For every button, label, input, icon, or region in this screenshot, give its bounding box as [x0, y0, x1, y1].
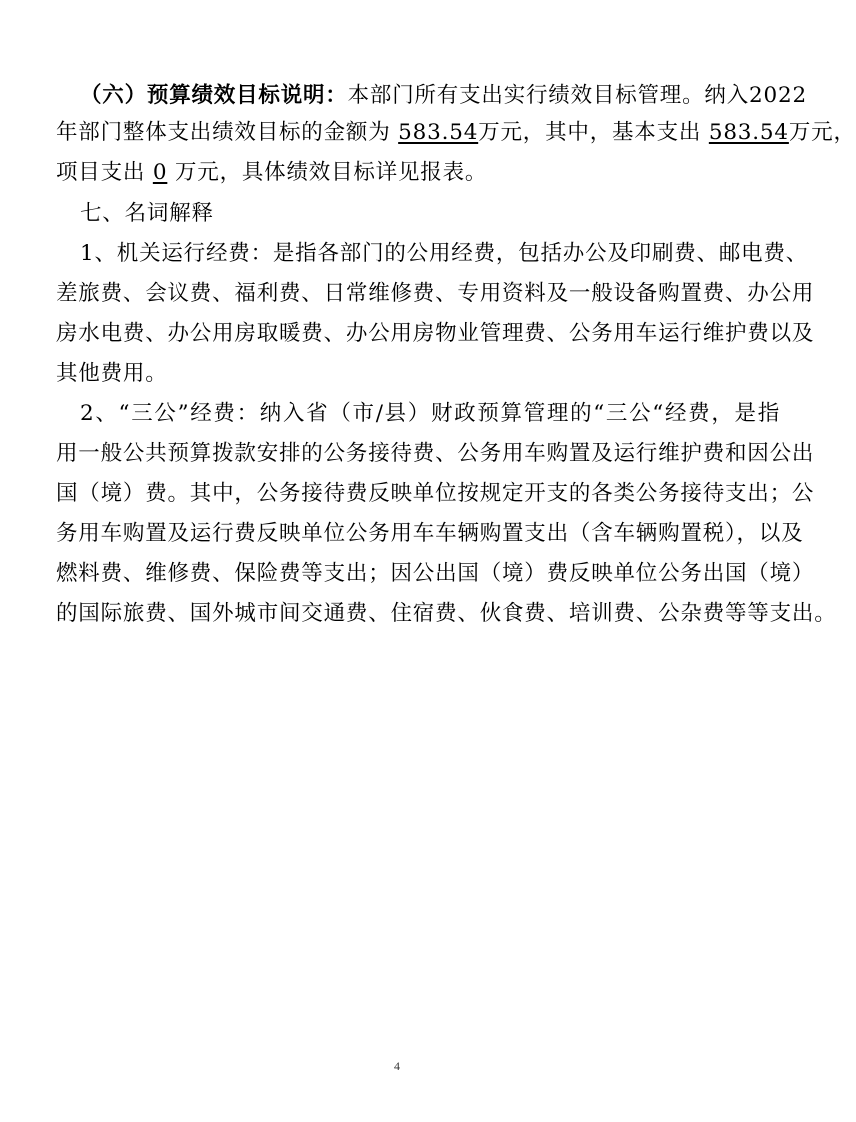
glossary-item2-line-6: 的国际旅费、国外城市间交通费、住宿费、伙食费、培训费、公杂费等等支出。: [56, 601, 837, 626]
glossary-item2-line-4: 务用车购置及运行费反映单位公务用车车辆购置支出（含车辆购置税），以及: [56, 521, 804, 546]
total-amount: 583.54: [398, 120, 479, 145]
glossary-item2-line-1: 2、“三公”经费：纳入省（市/县）财政预算管理的“三公“经费，是指: [80, 401, 780, 426]
glossary-item1-line-2: 差旅费、会议费、福利费、日常维修费、专用资料及一般设备购置费、办公用: [56, 281, 815, 306]
performance-line2-prefix: 年部门整体支出绩效目标的金额为: [56, 120, 391, 145]
performance-heading: （六）预算绩效目标说明：: [80, 83, 348, 108]
performance-line3-suffix: 万元，具体绩效目标详见报表。: [174, 160, 488, 185]
performance-paragraph-line-2: [56, 115, 856, 151]
glossary-item2-line-5: 燃料费、维修费、保险费等支出；因公出国（境）费反映单位公务出国（境）: [56, 561, 815, 586]
page-number: 4: [394, 1059, 400, 1073]
performance-line2-mid: 万元，其中，基本支出: [478, 120, 702, 145]
glossary-item2-line-2: 用一般公共预算拨款安排的公务接待费、公务用车购置及运行维护费和因公出: [56, 441, 815, 466]
performance-line2-suffix: 万元，: [788, 120, 856, 145]
glossary-heading: 七、名词解释: [80, 201, 214, 226]
glossary-item1-line-4: 其他费用。: [56, 361, 168, 386]
performance-paragraph-line-3: [56, 155, 756, 191]
basic-amount: 583.54: [708, 120, 789, 145]
glossary-item2-line-3: 国（境）费。其中，公务接待费反映单位按规定开支的各类公务接待支出；公: [56, 481, 815, 506]
performance-line3-prefix: 项目支出: [56, 160, 146, 185]
glossary-item1-line-3: 房水电费、办公用房取暖费、办公用房物业管理费、公务用车运行维护费以及: [56, 321, 815, 346]
project-amount: 0: [152, 160, 168, 185]
glossary-item1-line-1: 1、机关运行经费：是指各部门的公用经费，包括办公及印刷费、邮电费、: [80, 241, 809, 266]
performance-intro: 本部门所有支出实行绩效目标管理。纳入2022: [347, 83, 807, 108]
performance-paragraph-line-1: [80, 78, 807, 114]
